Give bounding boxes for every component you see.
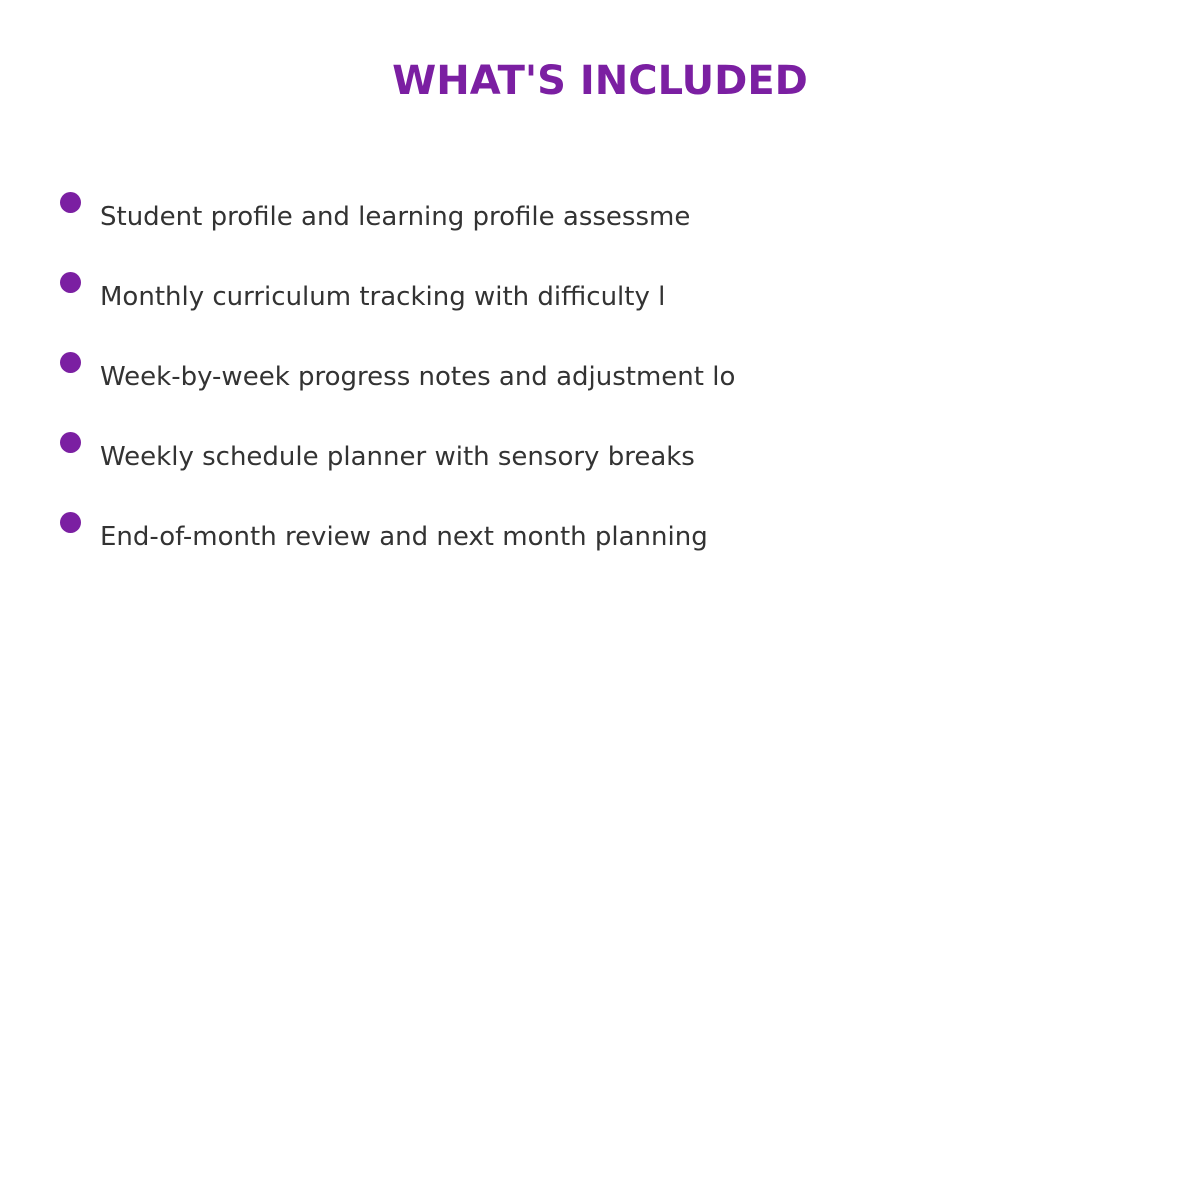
list-item <box>0 272 1200 332</box>
bullet-dot-icon <box>60 272 81 293</box>
list-item-label: Weekly schedule planner with sensory breaks <box>100 442 695 472</box>
list-item-label: Monthly curriculum tracking with difficulty l <box>100 282 666 312</box>
list-item <box>0 352 1200 412</box>
list-item-label: End-of-month review and next month planning <box>100 522 708 552</box>
bullet-dot-icon <box>60 512 81 533</box>
list-item <box>0 512 1200 572</box>
list-item <box>0 432 1200 492</box>
list-item-label: Week-by-week progress notes and adjustment lo <box>100 362 736 392</box>
bullet-dot-icon <box>60 192 81 213</box>
list-item-label: Student profile and learning profile assessme <box>100 202 691 232</box>
bullet-dot-icon <box>60 432 81 453</box>
list-item <box>0 192 1200 252</box>
bullet-dot-icon <box>60 352 81 373</box>
page-title: WHAT'S INCLUDED <box>392 58 808 104</box>
